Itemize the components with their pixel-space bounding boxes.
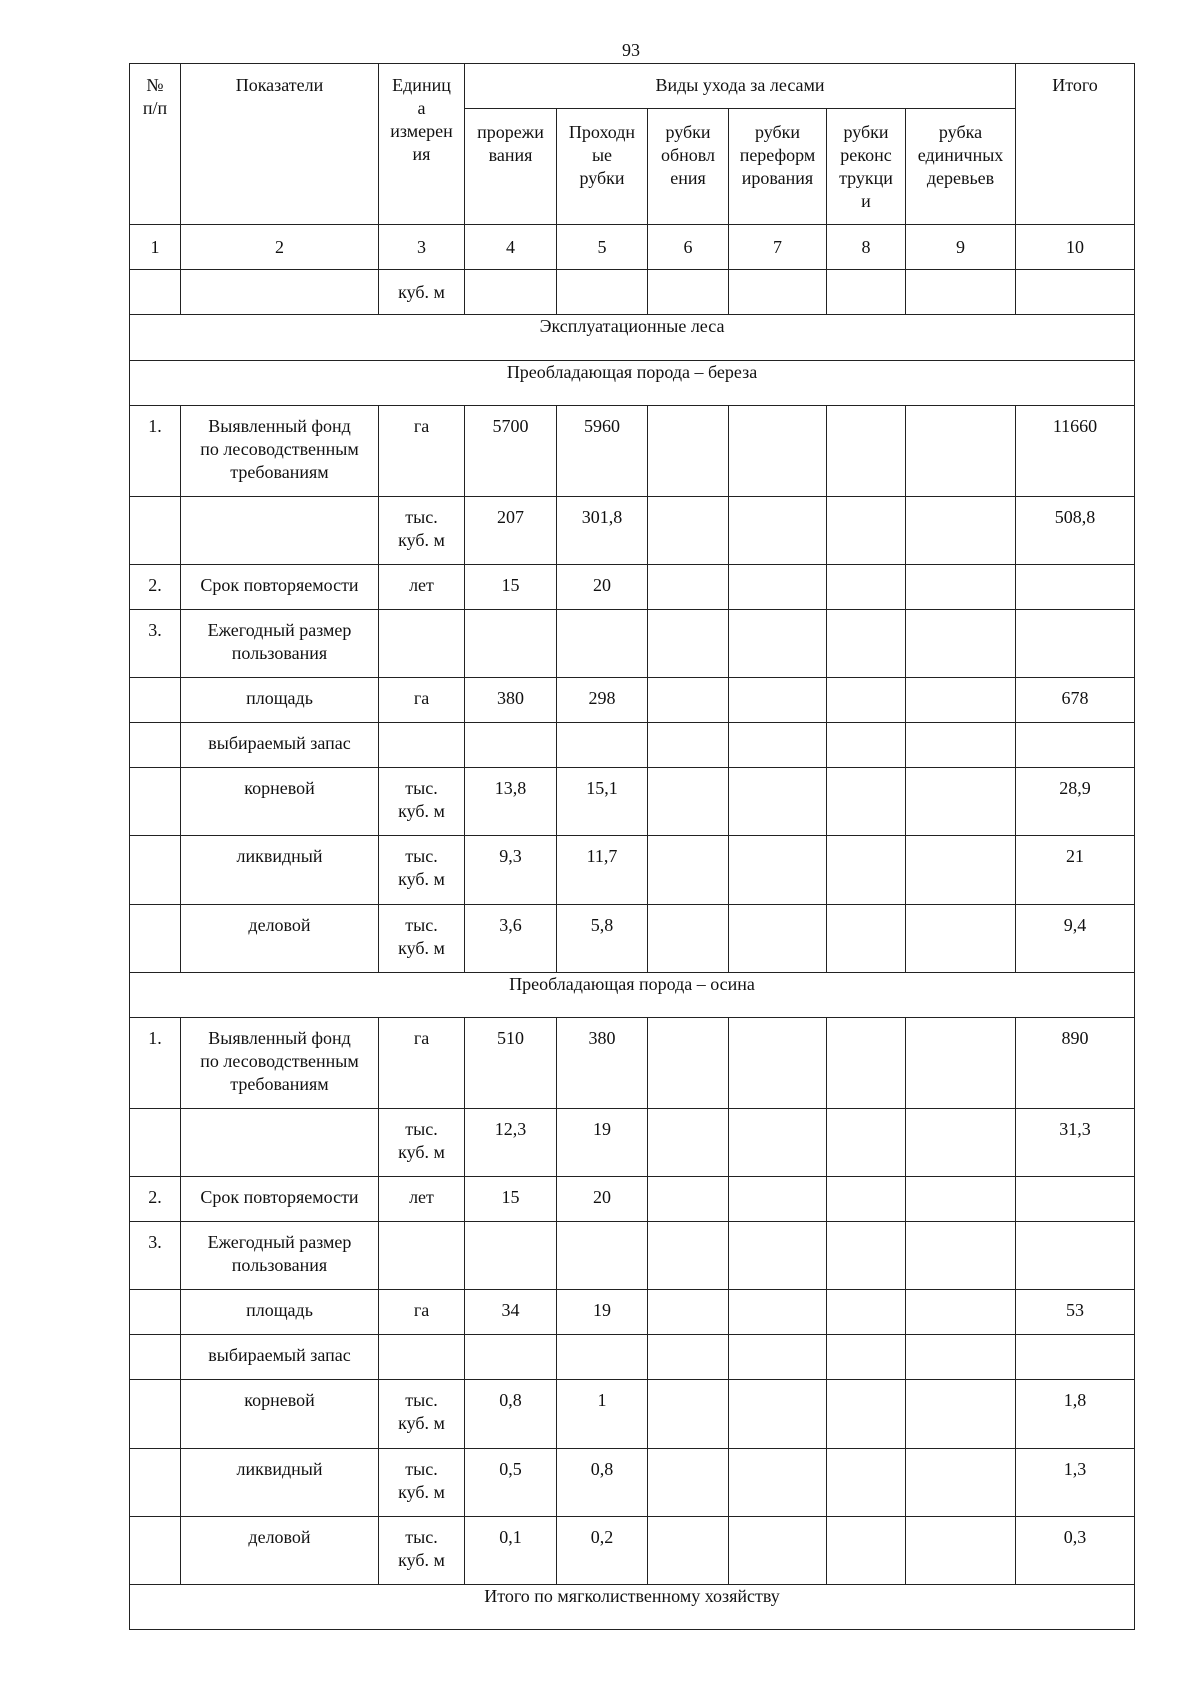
row-value bbox=[729, 1222, 827, 1290]
row-value bbox=[906, 564, 1016, 609]
header-type: Проходн ые рубки bbox=[557, 109, 648, 225]
row-value bbox=[827, 1222, 906, 1290]
table-row bbox=[130, 836, 1135, 904]
row-value bbox=[906, 1516, 1016, 1584]
table-row bbox=[130, 1448, 1135, 1516]
row-total: 890 bbox=[1016, 1017, 1135, 1108]
row-indicator: ликвидный bbox=[181, 836, 379, 904]
row-unit: лет bbox=[379, 1177, 465, 1222]
table-row bbox=[130, 723, 1135, 768]
row-number: 3. bbox=[130, 1222, 181, 1290]
row-value: 301,8 bbox=[557, 496, 648, 564]
row-number bbox=[130, 496, 181, 564]
forest-care-table bbox=[129, 63, 1135, 1630]
row-value bbox=[648, 1017, 729, 1108]
row-unit bbox=[379, 723, 465, 768]
row-indicator bbox=[181, 1108, 379, 1176]
row-value: 15 bbox=[465, 564, 557, 609]
row-value: 0,8 bbox=[557, 1448, 648, 1516]
row-value bbox=[648, 1290, 729, 1335]
row-indicator bbox=[181, 496, 379, 564]
row-indicator: Ежегодный размер пользования bbox=[181, 609, 379, 677]
table-row bbox=[130, 768, 1135, 836]
row-value: 510 bbox=[465, 1017, 557, 1108]
row-value bbox=[648, 768, 729, 836]
row-value: 11,7 bbox=[557, 836, 648, 904]
row-value bbox=[729, 1177, 827, 1222]
row-indicator: ликвидный bbox=[181, 1448, 379, 1516]
table-row bbox=[130, 1222, 1135, 1290]
row-value bbox=[648, 1222, 729, 1290]
row-unit: тыс. куб. м bbox=[379, 836, 465, 904]
row-value bbox=[906, 768, 1016, 836]
row-value bbox=[557, 1335, 648, 1380]
column-number: 10 bbox=[1016, 225, 1135, 270]
row-number bbox=[130, 1516, 181, 1584]
row-value bbox=[827, 1177, 906, 1222]
row-value bbox=[648, 564, 729, 609]
row-value bbox=[827, 836, 906, 904]
row-indicator: Выявленный фонд по лесоводственным требованиям bbox=[181, 405, 379, 496]
column-number: 4 bbox=[465, 225, 557, 270]
row-value bbox=[729, 609, 827, 677]
header-row-1 bbox=[130, 64, 1135, 109]
row-value bbox=[906, 836, 1016, 904]
column-number: 7 bbox=[729, 225, 827, 270]
row-value bbox=[729, 1108, 827, 1176]
header-unit: Единиц а измерен ия bbox=[379, 64, 465, 225]
row-total: 31,3 bbox=[1016, 1108, 1135, 1176]
group-title: Преобладающая порода – береза bbox=[130, 360, 1135, 405]
header-total: Итого bbox=[1016, 64, 1135, 225]
row-value: 5700 bbox=[465, 405, 557, 496]
row-value: 380 bbox=[465, 678, 557, 723]
row-value bbox=[729, 1380, 827, 1448]
header-care-types: Виды ухода за лесами bbox=[465, 64, 1016, 109]
column-numbers-row bbox=[130, 225, 1135, 270]
table-row bbox=[130, 904, 1135, 972]
row-total: 28,9 bbox=[1016, 768, 1135, 836]
row-unit bbox=[379, 1335, 465, 1380]
row-value bbox=[906, 496, 1016, 564]
row-unit: тыс. куб. м bbox=[379, 768, 465, 836]
row-total: 678 bbox=[1016, 678, 1135, 723]
row-value bbox=[557, 723, 648, 768]
row-value bbox=[648, 1380, 729, 1448]
row-value bbox=[906, 609, 1016, 677]
row-value: 19 bbox=[557, 1290, 648, 1335]
row-value bbox=[648, 1448, 729, 1516]
table-row bbox=[130, 1335, 1135, 1380]
row-value bbox=[827, 1448, 906, 1516]
row-number: 2. bbox=[130, 1177, 181, 1222]
row-unit: га bbox=[379, 1290, 465, 1335]
row-number: 2. bbox=[130, 564, 181, 609]
row-value bbox=[906, 1448, 1016, 1516]
header-type: рубка единичных деревьев bbox=[906, 109, 1016, 225]
row-value bbox=[648, 678, 729, 723]
table-row bbox=[130, 609, 1135, 677]
row-unit bbox=[379, 1222, 465, 1290]
row-value bbox=[827, 1108, 906, 1176]
row-value bbox=[906, 1380, 1016, 1448]
row-value bbox=[648, 405, 729, 496]
row-value bbox=[827, 405, 906, 496]
row-number: 1. bbox=[130, 405, 181, 496]
row-value bbox=[827, 1017, 906, 1108]
row-unit: тыс. куб. м bbox=[379, 1516, 465, 1584]
row-indicator: выбираемый запас bbox=[181, 723, 379, 768]
table-row bbox=[130, 1017, 1135, 1108]
row-value bbox=[557, 1222, 648, 1290]
row-indicator: деловой bbox=[181, 1516, 379, 1584]
row-number bbox=[130, 768, 181, 836]
row-total: 9,4 bbox=[1016, 904, 1135, 972]
row-value bbox=[906, 1017, 1016, 1108]
row-value bbox=[648, 496, 729, 564]
row-value: 0,5 bbox=[465, 1448, 557, 1516]
row-value: 298 bbox=[557, 678, 648, 723]
header-type: рубки обновл ения bbox=[648, 109, 729, 225]
column-number: 3 bbox=[379, 225, 465, 270]
row-total: 21 bbox=[1016, 836, 1135, 904]
column-number: 8 bbox=[827, 225, 906, 270]
column-number: 1 bbox=[130, 225, 181, 270]
section-row bbox=[130, 315, 1135, 360]
row-total: 53 bbox=[1016, 1290, 1135, 1335]
row-number bbox=[130, 1448, 181, 1516]
row-value bbox=[906, 405, 1016, 496]
header-type: рубки переформ ирования bbox=[729, 109, 827, 225]
footer-title: Итого по мягколиственному хозяйству bbox=[130, 1584, 1135, 1629]
row-indicator: корневой bbox=[181, 1380, 379, 1448]
page-number: 93 bbox=[622, 40, 640, 60]
row-total: 0,3 bbox=[1016, 1516, 1135, 1584]
row-unit: тыс. куб. м bbox=[379, 1448, 465, 1516]
row-indicator: деловой bbox=[181, 904, 379, 972]
row-unit: га bbox=[379, 405, 465, 496]
row-value bbox=[827, 1516, 906, 1584]
row-unit: га bbox=[379, 678, 465, 723]
column-number: 2 bbox=[181, 225, 379, 270]
row-total: 11660 bbox=[1016, 405, 1135, 496]
row-unit: тыс. куб. м bbox=[379, 496, 465, 564]
row-value bbox=[729, 678, 827, 723]
header-num: № п/п bbox=[130, 64, 181, 225]
row-value bbox=[729, 723, 827, 768]
row-number bbox=[130, 723, 181, 768]
row-value bbox=[729, 564, 827, 609]
row-value bbox=[729, 1335, 827, 1380]
row-value bbox=[827, 1290, 906, 1335]
row-number bbox=[130, 1290, 181, 1335]
row-value: 20 bbox=[557, 564, 648, 609]
row-total bbox=[1016, 564, 1135, 609]
row-value: 9,3 bbox=[465, 836, 557, 904]
row-indicator: корневой bbox=[181, 768, 379, 836]
row-indicator: Срок повторяемости bbox=[181, 1177, 379, 1222]
row-value bbox=[827, 678, 906, 723]
row-value bbox=[906, 1108, 1016, 1176]
table-row bbox=[130, 405, 1135, 496]
row-value bbox=[465, 1335, 557, 1380]
row-indicator: Срок повторяемости bbox=[181, 564, 379, 609]
table-row bbox=[130, 1177, 1135, 1222]
table-row bbox=[130, 678, 1135, 723]
row-number bbox=[130, 1108, 181, 1176]
row-value: 5,8 bbox=[557, 904, 648, 972]
section-title: Эксплуатационные леса bbox=[130, 315, 1135, 360]
row-total bbox=[1016, 1335, 1135, 1380]
footer-row bbox=[130, 1584, 1135, 1629]
row-unit: тыс. куб. м bbox=[379, 1108, 465, 1176]
row-value: 0,1 bbox=[465, 1516, 557, 1584]
row-value bbox=[906, 1290, 1016, 1335]
row-number: 3. bbox=[130, 609, 181, 677]
row-number bbox=[130, 1335, 181, 1380]
row-value bbox=[827, 904, 906, 972]
row-value: 12,3 bbox=[465, 1108, 557, 1176]
row-value bbox=[648, 1177, 729, 1222]
row-total bbox=[1016, 1222, 1135, 1290]
row-value bbox=[827, 564, 906, 609]
row-value: 0,2 bbox=[557, 1516, 648, 1584]
row-value bbox=[906, 1177, 1016, 1222]
column-number: 9 bbox=[906, 225, 1016, 270]
row-value bbox=[827, 496, 906, 564]
row-value: 5960 bbox=[557, 405, 648, 496]
row-value bbox=[465, 609, 557, 677]
group-title-row bbox=[130, 360, 1135, 405]
header-type: рубки реконс трукци и bbox=[827, 109, 906, 225]
table-row bbox=[130, 1516, 1135, 1584]
row-value bbox=[729, 1448, 827, 1516]
top-continuation-row bbox=[130, 270, 1135, 315]
row-total: 1,3 bbox=[1016, 1448, 1135, 1516]
row-unit: га bbox=[379, 1017, 465, 1108]
row-unit: куб. м bbox=[379, 270, 465, 315]
row-total bbox=[1016, 1177, 1135, 1222]
column-number: 6 bbox=[648, 225, 729, 270]
row-value bbox=[906, 1222, 1016, 1290]
row-value bbox=[648, 1335, 729, 1380]
row-value bbox=[729, 904, 827, 972]
row-value bbox=[906, 904, 1016, 972]
row-value bbox=[465, 1222, 557, 1290]
row-value: 13,8 bbox=[465, 768, 557, 836]
row-value bbox=[729, 768, 827, 836]
row-value bbox=[465, 723, 557, 768]
row-number: 1. bbox=[130, 1017, 181, 1108]
row-value bbox=[827, 1335, 906, 1380]
row-unit: тыс. куб. м bbox=[379, 904, 465, 972]
row-value bbox=[648, 904, 729, 972]
row-unit bbox=[379, 609, 465, 677]
row-value bbox=[648, 836, 729, 904]
row-total: 508,8 bbox=[1016, 496, 1135, 564]
row-value: 0,8 bbox=[465, 1380, 557, 1448]
row-indicator: площадь bbox=[181, 1290, 379, 1335]
group-title-row bbox=[130, 972, 1135, 1017]
table-row bbox=[130, 1108, 1135, 1176]
table-row bbox=[130, 1290, 1135, 1335]
row-total: 1,8 bbox=[1016, 1380, 1135, 1448]
row-value bbox=[729, 1017, 827, 1108]
row-value bbox=[827, 768, 906, 836]
row-value bbox=[729, 405, 827, 496]
row-number bbox=[130, 1380, 181, 1448]
row-value bbox=[906, 1335, 1016, 1380]
row-indicator: площадь bbox=[181, 678, 379, 723]
header-type: прорежи вания bbox=[465, 109, 557, 225]
row-value: 19 bbox=[557, 1108, 648, 1176]
table-row bbox=[130, 496, 1135, 564]
row-value: 15 bbox=[465, 1177, 557, 1222]
row-value: 20 bbox=[557, 1177, 648, 1222]
row-value bbox=[906, 678, 1016, 723]
row-value: 15,1 bbox=[557, 768, 648, 836]
row-value bbox=[729, 1516, 827, 1584]
row-value bbox=[729, 496, 827, 564]
row-unit: лет bbox=[379, 564, 465, 609]
row-value bbox=[648, 1108, 729, 1176]
row-total bbox=[1016, 723, 1135, 768]
row-number bbox=[130, 678, 181, 723]
row-indicator: выбираемый запас bbox=[181, 1335, 379, 1380]
group-title: Преобладающая порода – осина bbox=[130, 972, 1135, 1017]
row-number bbox=[130, 904, 181, 972]
header-indicator: Показатели bbox=[181, 64, 379, 225]
table-row bbox=[130, 564, 1135, 609]
row-value bbox=[827, 723, 906, 768]
row-value bbox=[827, 609, 906, 677]
row-value bbox=[827, 1380, 906, 1448]
row-indicator: Ежегодный размер пользования bbox=[181, 1222, 379, 1290]
row-unit: тыс. куб. м bbox=[379, 1380, 465, 1448]
row-value: 207 bbox=[465, 496, 557, 564]
row-value bbox=[729, 1290, 827, 1335]
row-indicator: Выявленный фонд по лесоводственным требованиям bbox=[181, 1017, 379, 1108]
row-value: 34 bbox=[465, 1290, 557, 1335]
row-value bbox=[557, 609, 648, 677]
row-value bbox=[729, 836, 827, 904]
row-value bbox=[648, 609, 729, 677]
row-value: 3,6 bbox=[465, 904, 557, 972]
row-value bbox=[648, 723, 729, 768]
column-number: 5 bbox=[557, 225, 648, 270]
row-value: 380 bbox=[557, 1017, 648, 1108]
row-total bbox=[1016, 609, 1135, 677]
table-row bbox=[130, 1380, 1135, 1448]
row-value bbox=[906, 723, 1016, 768]
row-number bbox=[130, 836, 181, 904]
row-value bbox=[648, 1516, 729, 1584]
row-value: 1 bbox=[557, 1380, 648, 1448]
